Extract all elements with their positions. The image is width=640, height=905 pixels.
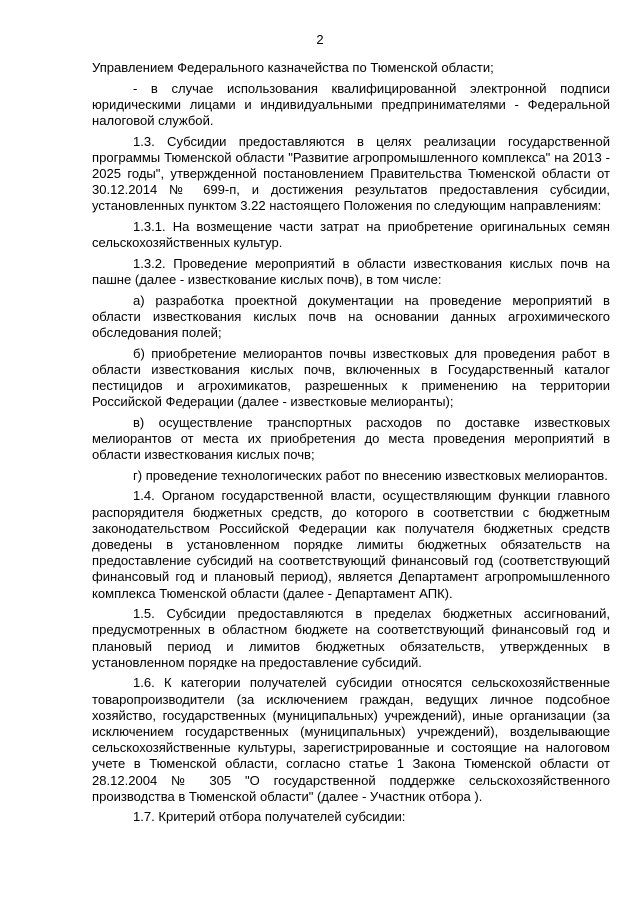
paragraph-continuation: Управлением Федерального казначейства по Тюменской области; [92,60,494,75]
paragraph-1-3-2: 1.3.2. Проведение мероприятий в области известкования кислых почв на пашне (далее - известкование кислых почв), в том числе: [92,255,610,287]
paragraph-1-3-1: 1.3.1. На возмещение части затрат на приобретение оригинальных семян сельскохозяйственных культур. [92,219,610,251]
paragraph-electronic-signature: - в случае использования квалифицированной электронной подписи юридическими лицами и индивидуальными предпринимателями - Федеральной налоговой службой. [92,80,610,128]
paragraph-1-4: 1.4. Органом государственной власти, осуществляющим функции главного распорядителя бюджетных средств, до которого в соответствии с бюджетным законодательством Российской Федерации как получателя бюджетных средств доведены в установленном порядке лимиты бюджетных обязательств на предоставление субсидий на соответствующий финансовый год (соответствующий финансовый год и плановый период), является Департамент агропромышленного комплекса Тюменской области (далее - Департамент АПК). [92,488,610,601]
paragraph-item-b: б) приобретение мелиорантов почвы известковых для проведения работ в области известкования кислых почв, включенных в Государственный каталог пестицидов и агрохимикатов, разрешенных к применению на территории Российской Федерации (далее - известковые мелиоранты); [92,345,610,410]
paragraph-item-v: в) осуществление транспортных расходов по доставке известковых мелиорантов от места их приобретения до места проведения мероприятий в области известкования кислых почв; [92,414,610,463]
paragraph-1-6: 1.6. К категории получателей субсидии относятся сельскохозяйственные товаропроизводители (за исключением граждан, ведущих личное подсобное хозяйство, государственных (муниципальных) учреждений), иные организации (за исключением государственных (муниципальных) учреждений), возделывающие сельскохозяйственные культуры, зарегистрированные и состоящие на налоговом учете в Тюменской области, согласно статье 1 Закона Тюменской области от 28.12.2004 № 305 "О государственной поддержке сельскохозяйственного производства в Тюменской области" (далее - Участник отбора ). [92,675,610,804]
paragraph-1-7: 1.7. Критерий отбора получателей субсидии: [133,809,406,825]
paragraph-item-a: а) разработка проектной документации на проведение мероприятий в области известкования кислых почв на основании данных агрохимического обследования полей; [92,292,610,340]
paragraph-1-3: 1.3. Субсидии предоставляются в целях реализации государственной программы Тюменской области "Развитие агропромышленного комплекса" на 2013 - 2025 годы", утвержденной постановлением Правительства Тюменской области от 30.12.2014 № 699-п, и достижения результатов предоставления субсидии, установленных пунктом 3.22 настоящего Положения по следующим направлениям: [92,133,610,214]
paragraph-1-5: 1.5. Субсидии предоставляются в пределах бюджетных ассигнований, предусмотренных в областном бюджете на соответствующий финансовый год и плановый период и лимитов бюджетных обязательств, утвержденных в установленном порядке на предоставление субсидий. [92,606,610,670]
page-number: 2 [316,32,324,47]
document-body [92,60,610,826]
paragraph-item-g: г) проведение технологических работ по внесению известковых мелиорантов. [133,467,608,483]
